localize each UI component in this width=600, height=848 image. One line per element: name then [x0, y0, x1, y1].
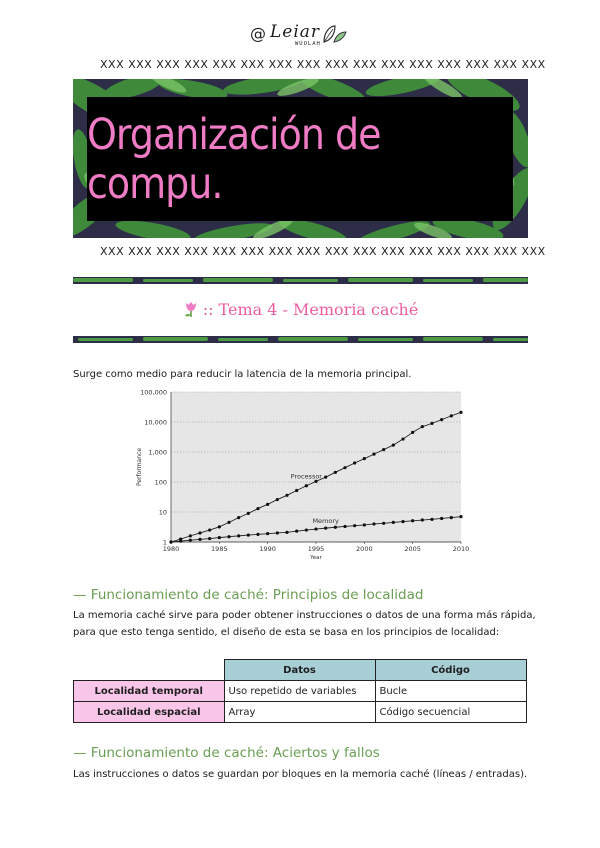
data-point [372, 453, 375, 456]
data-point [218, 525, 221, 528]
data-point [353, 461, 356, 464]
title-box [87, 97, 513, 221]
leaf-icon [322, 24, 348, 44]
subheading-aciertos: — Funcionamiento de caché: Aciertos y fallos [73, 745, 380, 761]
data-point [295, 489, 298, 492]
data-point [227, 521, 230, 524]
data-point [392, 521, 395, 524]
table-header-datos: Datos [224, 660, 375, 681]
data-point [247, 512, 250, 515]
data-point [440, 418, 443, 421]
data-point [459, 515, 462, 518]
table-cell: Código secuencial [375, 702, 526, 723]
data-point [324, 527, 327, 530]
tulip-icon [183, 300, 199, 318]
table-cell: Uso repetido de variables [224, 681, 375, 702]
data-point [401, 520, 404, 523]
data-point [276, 531, 279, 534]
data-point [353, 524, 356, 527]
data-point [189, 539, 192, 542]
data-point [372, 522, 375, 525]
x-axis-label: Year [310, 555, 322, 561]
table-header-row [74, 660, 527, 681]
page-title: Organización de compu. [87, 109, 381, 209]
y-axis-label: Performance [136, 447, 143, 487]
performance-chart [128, 388, 473, 563]
x-tick-label: 2000 [356, 545, 373, 553]
data-point [363, 457, 366, 460]
data-point [256, 507, 259, 510]
table-corner [74, 660, 225, 681]
data-point [421, 425, 424, 428]
data-point [382, 448, 385, 451]
data-point [411, 519, 414, 522]
data-point [314, 527, 317, 530]
data-point [276, 498, 279, 501]
x-tick-label: 1990 [259, 545, 276, 553]
data-point [343, 466, 346, 469]
data-point [218, 536, 221, 539]
data-point [401, 437, 404, 440]
data-point [266, 532, 269, 535]
subheading-localidad: — Funcionamiento de caché: Principios de localidad [73, 587, 424, 603]
logo-at: @ [250, 24, 266, 43]
data-point [411, 431, 414, 434]
data-point [208, 528, 211, 531]
data-point [285, 531, 288, 534]
leaf-strip-top [73, 277, 528, 284]
data-point [285, 494, 288, 497]
x-border-top: XXX XXX XXX XXX XXX XXX XXX XXX XXX XXX XXX XXX XXX XXX XXX XXX [100, 58, 546, 71]
y-tick-label: 10 [158, 508, 167, 517]
x-tick-label: 2010 [452, 545, 470, 553]
data-point [295, 530, 298, 533]
y-tick-label: 100 [154, 478, 167, 487]
data-point [237, 516, 240, 519]
y-tick-label: 10,000 [144, 418, 167, 427]
data-point [198, 538, 201, 541]
data-point [324, 476, 327, 479]
table-row-label: Localidad temporal [74, 681, 225, 702]
data-point [430, 422, 433, 425]
data-point [227, 535, 230, 538]
data-point [179, 540, 182, 543]
data-point [334, 526, 337, 529]
table-cell: Bucle [375, 681, 526, 702]
data-point [392, 443, 395, 446]
data-point [421, 518, 424, 521]
data-point [334, 471, 337, 474]
table-row-label: Localidad espacial [74, 702, 225, 723]
localidad-table [73, 659, 527, 723]
wuolah-logo [250, 22, 360, 48]
series-label-processor: Processor [290, 472, 322, 481]
series-label-memory: Memory [312, 517, 339, 526]
aciertos-paragraph: Las instrucciones o datos se guardan por bloques en la memoria caché (líneas / entradas). [73, 769, 528, 780]
section-title-text: :: Tema 4 - Memoria caché [202, 300, 419, 319]
logo-brand: Leiar [270, 22, 321, 42]
y-tick-label: 100,000 [140, 388, 167, 397]
data-point [189, 534, 192, 537]
title-banner [73, 79, 528, 238]
table-cell: Array [224, 702, 375, 723]
data-point [382, 522, 385, 525]
data-point [247, 533, 250, 536]
data-point [450, 516, 453, 519]
data-point [266, 503, 269, 506]
x-tick-label: 2005 [404, 545, 421, 553]
intro-paragraph: Surge como medio para reducir la latencia de la memoria principal. [73, 369, 412, 380]
x-tick-label: 1995 [307, 545, 325, 553]
table-row [74, 681, 527, 702]
data-point [440, 517, 443, 520]
data-point [305, 528, 308, 531]
localidad-paragraph: La memoria caché sirve para poder obtener instrucciones o datos de una forma más rápida, para que esto tenga sentido, el diseño de esta se basa en los principios de localidad: [73, 610, 536, 638]
data-point [198, 531, 201, 534]
data-point [343, 525, 346, 528]
section-title [73, 300, 528, 319]
data-point [208, 537, 211, 540]
data-point [237, 534, 240, 537]
data-point [459, 411, 462, 414]
table-row [74, 702, 527, 723]
table-header-codigo: Código [375, 660, 526, 681]
x-tick-label: 1985 [211, 545, 228, 553]
data-point [305, 484, 308, 487]
x-border-bottom: XXX XXX XXX XXX XXX XXX XXX XXX XXX XXX XXX XXX XXX XXX XXX XXX [100, 245, 546, 258]
leaf-strip-bottom [73, 336, 528, 343]
data-point [450, 414, 453, 417]
y-tick-label: 1 [162, 538, 167, 547]
x-tick-label: 1980 [162, 545, 180, 553]
data-point [430, 518, 433, 521]
data-point [256, 533, 259, 536]
y-tick-label: 1,000 [148, 448, 167, 457]
data-point [363, 523, 366, 526]
logo-sub: WUOLAH [295, 41, 321, 47]
data-point [169, 540, 172, 543]
